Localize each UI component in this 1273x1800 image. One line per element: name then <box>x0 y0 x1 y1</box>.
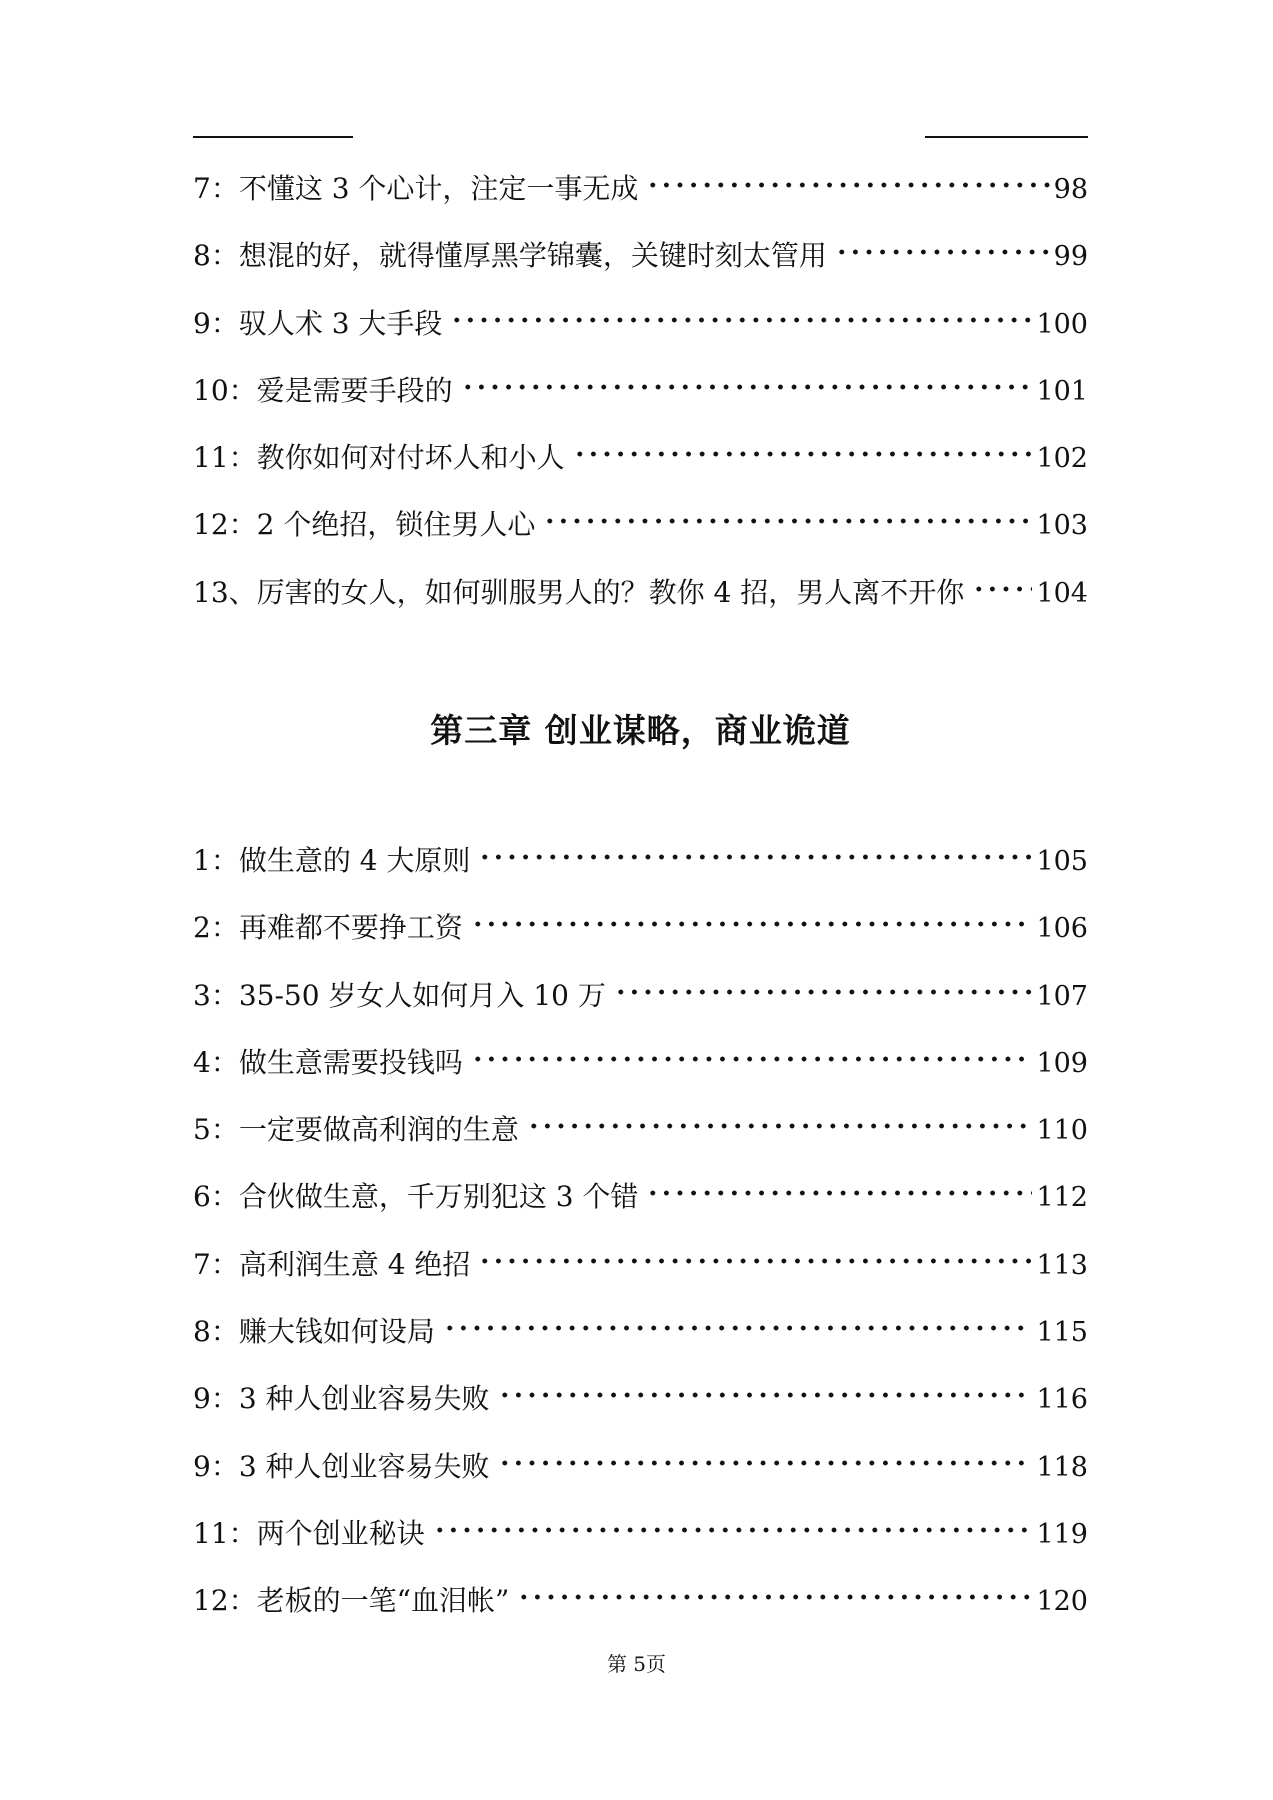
toc-dot-leader <box>972 562 1034 602</box>
chapter-heading: 第三章 创业谋略，商业诡道 <box>430 711 851 750</box>
toc-entry-page: 99 <box>1053 241 1088 273</box>
toc-entry-title: 2：再难都不要挣工资 <box>193 911 463 945</box>
toc-entry-title: 9：驭人术 3 大手段 <box>193 306 443 340</box>
toc-dot-leader <box>543 494 1034 534</box>
toc-entry-title: 9：3 种人创业容易失败 <box>193 1382 490 1416</box>
toc-dot-leader <box>646 158 1051 198</box>
toc-entry-title: 8：赚大钱如何设局 <box>193 1315 435 1349</box>
toc-entry[interactable] <box>193 1032 1088 1099</box>
toc-entry-page: 102 <box>1036 443 1088 475</box>
toc-entry-title: 8：想混的好，就得懂厚黑学锦囊，关键时刻太管用 <box>193 239 827 273</box>
toc-entry[interactable] <box>193 225 1088 292</box>
toc-entry-title: 12：老板的一笔“血泪帐” <box>193 1584 510 1618</box>
toc-entry-title: 6：合伙做生意，千万别犯这 3 个错 <box>193 1180 639 1214</box>
toc-dot-leader <box>471 897 1035 937</box>
toc-entry[interactable] <box>193 1234 1088 1301</box>
toc-entry[interactable] <box>193 1570 1088 1637</box>
header-rule-left <box>193 136 353 138</box>
toc-entry[interactable] <box>193 158 1088 225</box>
toc-entry-page: 110 <box>1036 1115 1088 1147</box>
toc-dot-leader <box>478 830 1034 870</box>
toc-dot-leader <box>443 1301 1035 1341</box>
toc-entry-page: 113 <box>1036 1249 1088 1281</box>
toc-dot-leader <box>614 965 1035 1005</box>
toc-entry-page: 105 <box>1036 846 1088 877</box>
toc-entry-title: 5：一定要做高利润的生意 <box>193 1113 519 1147</box>
toc-entry[interactable] <box>193 562 1088 629</box>
toc-dot-leader <box>471 1032 1035 1072</box>
toc-entry-page: 120 <box>1036 1586 1088 1618</box>
toc-dot-leader <box>498 1436 1035 1476</box>
toc-entry[interactable] <box>193 427 1088 494</box>
toc-entry[interactable] <box>193 1301 1088 1368</box>
toc-entry[interactable] <box>193 965 1088 1032</box>
page-number-footer: 第 5页 <box>606 1652 667 1676</box>
toc-entry-title: 7：不懂这 3 个心计，注定一事无成 <box>193 172 639 205</box>
toc-entry-title: 12：2 个绝招，锁住男人心 <box>193 508 536 542</box>
toc-entry[interactable] <box>193 897 1088 964</box>
toc-list-part1 <box>193 158 1088 629</box>
toc-entry-title: 4：做生意需要投钱吗 <box>193 1045 463 1079</box>
toc-entry-page: 107 <box>1036 980 1088 1012</box>
toc-entry-page: 106 <box>1036 913 1088 945</box>
toc-entry-title: 11：两个创业秘诀 <box>193 1516 425 1550</box>
toc-entry-title: 13、厉害的女人，如何驯服男人的？教你 4 招，男人离不开你 <box>193 575 965 609</box>
toc-dot-leader <box>461 360 1035 400</box>
toc-entry[interactable] <box>193 494 1088 561</box>
toc-dot-leader <box>517 1570 1034 1610</box>
toc-entry-title: 3：35-50 岁女人如何月入 10 万 <box>193 978 606 1012</box>
toc-entry[interactable] <box>193 360 1088 427</box>
toc-dot-leader <box>450 293 1034 333</box>
toc-entry[interactable] <box>193 293 1088 360</box>
toc-entry-page: 112 <box>1036 1182 1088 1214</box>
toc-dot-leader <box>573 427 1035 467</box>
toc-entry[interactable] <box>193 830 1088 897</box>
toc-entry-page: 119 <box>1036 1518 1088 1550</box>
toc-dot-leader <box>433 1503 1035 1543</box>
toc-entry-page: 98 <box>1053 174 1088 205</box>
toc-entry-title: 7：高利润生意 4 绝招 <box>193 1247 471 1281</box>
toc-entry-title: 10：爱是需要手段的 <box>193 373 453 407</box>
toc-entry[interactable] <box>193 1166 1088 1233</box>
toc-entry-page: 100 <box>1036 308 1088 340</box>
toc-entry-page: 104 <box>1036 577 1088 609</box>
toc-list-part2 <box>193 830 1088 1638</box>
toc-dot-leader <box>527 1099 1035 1139</box>
toc-entry-page: 103 <box>1036 510 1088 542</box>
toc-dot-leader <box>498 1368 1035 1408</box>
toc-entry[interactable] <box>193 1099 1088 1166</box>
toc-entry-page: 115 <box>1036 1317 1088 1349</box>
toc-entry[interactable] <box>193 1436 1088 1503</box>
header-rule-right <box>925 136 1088 138</box>
toc-entry[interactable] <box>193 1503 1088 1570</box>
toc-dot-leader <box>835 225 1052 265</box>
toc-dot-leader <box>646 1166 1034 1206</box>
toc-entry-page: 118 <box>1036 1451 1088 1483</box>
toc-entry-page: 116 <box>1036 1384 1088 1416</box>
toc-dot-leader <box>478 1234 1034 1274</box>
toc-entry-title: 1：做生意的 4 大原则 <box>193 844 471 877</box>
toc-entry-title: 11：教你如何对付坏人和小人 <box>193 441 565 475</box>
toc-entry-title: 9：3 种人创业容易失败 <box>193 1449 490 1483</box>
toc-entry-page: 101 <box>1036 375 1088 407</box>
toc-entry-page: 109 <box>1036 1047 1088 1079</box>
toc-entry[interactable] <box>193 1368 1088 1435</box>
